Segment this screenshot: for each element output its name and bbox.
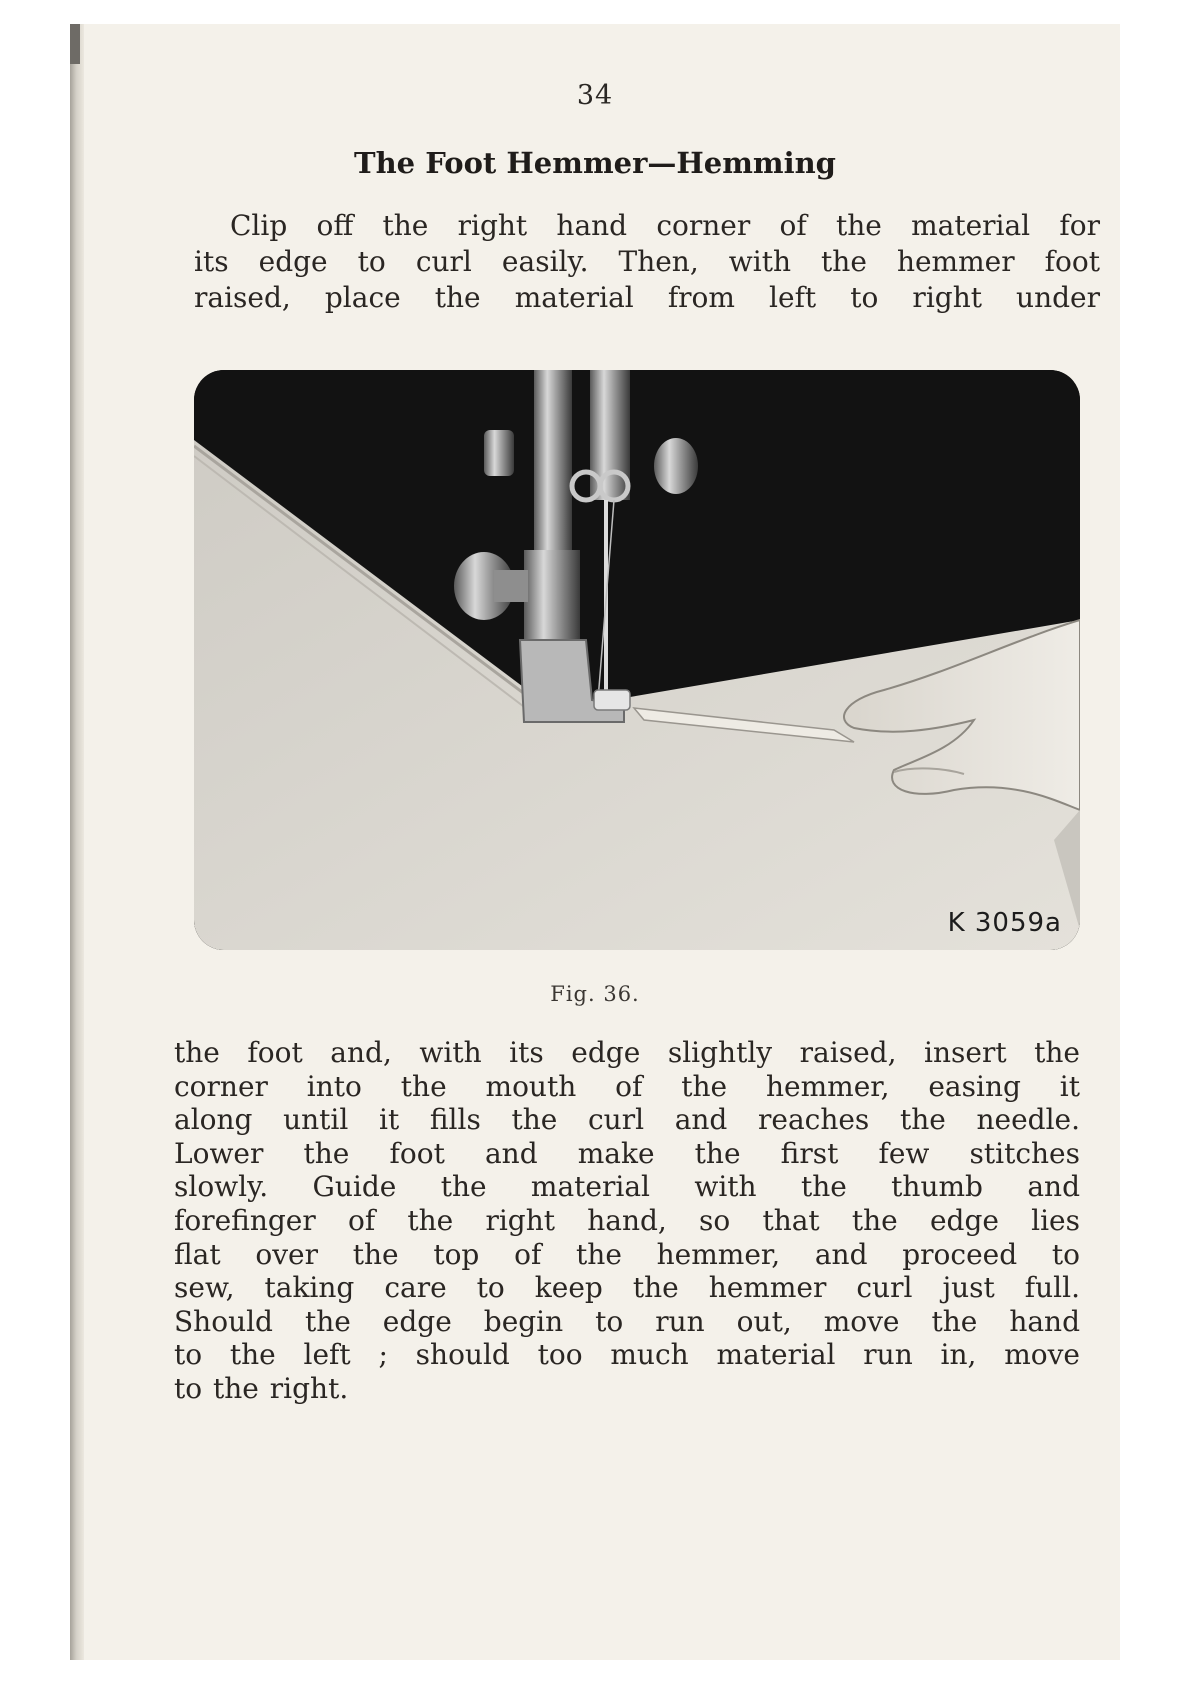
needle-bar [590,370,630,500]
figure-code: K 3059a [947,908,1062,938]
paragraph-line: its edge to curl easily. Then, with the hemmer foot [194,245,1100,278]
figure-caption: Fig. 36. [550,982,640,1006]
scanned-page [70,24,1120,1660]
paragraph-line: along until it fills the curl and reaches the needle. [174,1103,1080,1137]
paragraph-line: raised, place the material from left to right under [194,281,1100,314]
paragraph-line: sew, taking care to keep the hemmer curl just full. [174,1271,1080,1305]
paragraph-line: Should the edge begin to run out, move the hand [174,1304,1080,1338]
paragraph-top [194,208,1100,316]
paragraph-line: to the left ; should too much material run in, move [174,1338,1080,1372]
paragraph-line: to the right. [174,1371,349,1405]
paragraph-bottom [174,1036,1080,1406]
figure-photo [194,370,1080,950]
page-edge [70,24,84,1660]
hemmer-foot-illustration [194,370,1080,950]
page-number: 34 [576,80,614,111]
paragraph-line: slowly. Guide the material with the thumb and [174,1170,1080,1204]
paragraph-line: Lower the foot and make the first few stitches [174,1136,1080,1170]
paragraph-line: flat over the top of the hemmer, and proceed to [174,1237,1080,1271]
corner-wear [70,24,80,64]
paragraph-line: the foot and, with its edge slightly raised, insert the [174,1036,1080,1069]
page-title: The Foot Hemmer—Hemming [354,146,836,180]
paragraph-line: forefinger of the right hand, so that the edge lies [174,1203,1080,1237]
paragraph-line: Clip off the right hand corner of the material for [230,209,1100,242]
paragraph-line: corner into the mouth of the hemmer, easing it [174,1069,1080,1103]
presser-bar [534,370,572,550]
thumb-screw [654,438,698,494]
